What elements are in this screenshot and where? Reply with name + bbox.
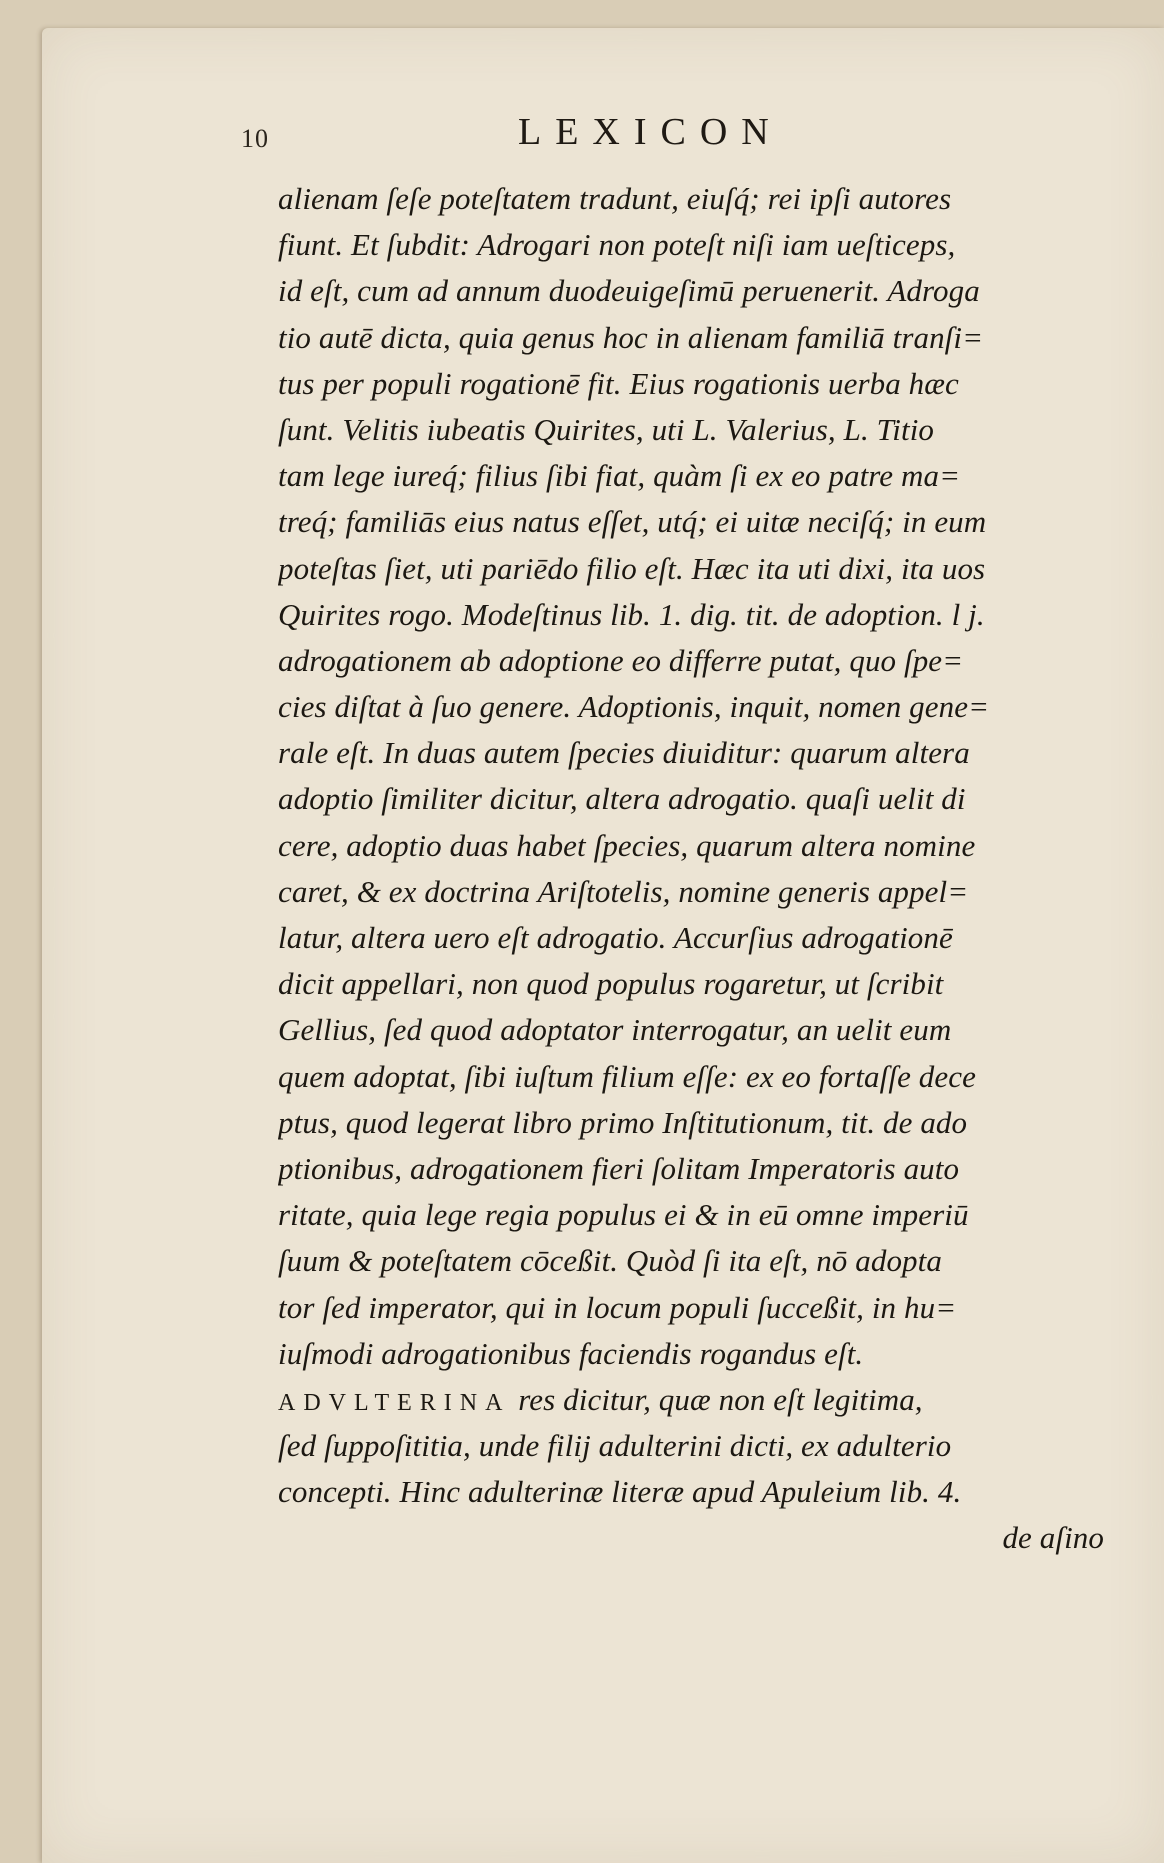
text-line: quem adoptat, ſibi iuſtum filium eſſe: ex eo fortaſſe dece [278,1058,976,1094]
page-number: 10 [241,124,269,153]
text-line: treq́; familiās eius natus eſſet, utq́; ei uitæ neciſq́; in eum [278,504,987,540]
text-line: tus per populi rogationē fit. Eius rogationis uerba hæc [278,365,959,401]
catchword: de aſino [1002,1520,1104,1556]
text-line: concepti. Hinc adulterinæ literæ apud Apuleium lib. 4. [278,1474,962,1510]
text-line: Gellius, ſed quod adoptator interrogatur, an uelit eum [278,1012,952,1048]
text-line: tio autē dicta, quia genus hoc in alienam familiā tranſi= [278,319,984,355]
text-line: cies diſtat à ſuo genere. Adoptionis, inquit, nomen gene= [278,689,990,725]
text-line: adoptio ſimiliter dicitur, altera adrogatio. quaſi uelit di [278,781,966,817]
text-line: id eſt, cum ad annum duodeuigeſimū peruenerit. Adroga [278,273,980,309]
text-line: caret, & ex doctrina Ariſtotelis, nomine generis appel= [278,873,969,909]
text-line: ptus, quod legerat libro primo Inſtitutionum, tit. de ado [278,1104,968,1140]
text-line: adrogationem ab adoptione eo differre putat, quo ſpe= [278,642,964,678]
text-line: latur, altera uero eſt adrogatio. Accurſius adrogationē [278,920,953,955]
text-line: tor ſed imperator, qui in locum populi ſucceßit, in hu= [278,1289,957,1325]
text-line: Quirites rogo. Modeſtinus lib. 1. dig. tit. de adoption. l j. [278,596,985,632]
text-line: ſunt. Velitis iubeatis Quirites, uti L. Valerius, L. Titio [278,411,935,447]
text-line: poteſtas ſiet, uti pariēdo filio eſt. Hæc ita uti dixi, ita uos [278,550,986,586]
entry-text: res dicitur, quæ non eſt legitima, [510,1381,923,1417]
text-line: iuſmodi adrogationibus faciendis rogandus eſt. [278,1335,864,1371]
text-line: rale eſt. In duas autem ſpecies diuiditur: quarum altera [278,735,970,771]
text-line: tam lege iureq́; filius ſibi fiat, quàm ſi ex eo patre ma= [278,458,961,494]
text-line: cere, adoptio duas habet ſpecies, quarum altera nomine [278,827,976,863]
text-line: alienam ſeſe poteſtatem tradunt, eiuſq́; rei ipſi autores [278,181,952,216]
text-line: ſed ſuppoſititia, unde filij adulterini dicti, ex adulterio [278,1428,952,1464]
entry-headword: ADVLTERINA [278,1389,511,1416]
running-head: LEXICON [518,111,783,153]
entry-first-line [278,1377,1104,1423]
text-line: dicit appellari, non quod populus rogaretur, ut ſcribit [278,966,944,1002]
text-line: ritate, quia lege regia populus ei & in eū omne imperiū [278,1197,969,1233]
text-line: fiunt. Et ſubdit: Adrogari non poteſt niſi iam ueſticeps, [278,227,956,263]
text-line: ptionibus, adrogationem fieri ſolitam Imperatoris auto [278,1150,960,1186]
text-line: ſuum & poteſtatem cōceßit. Quòd ſi ita eſt, nō adopta [278,1243,942,1279]
main-text [278,176,1104,1562]
